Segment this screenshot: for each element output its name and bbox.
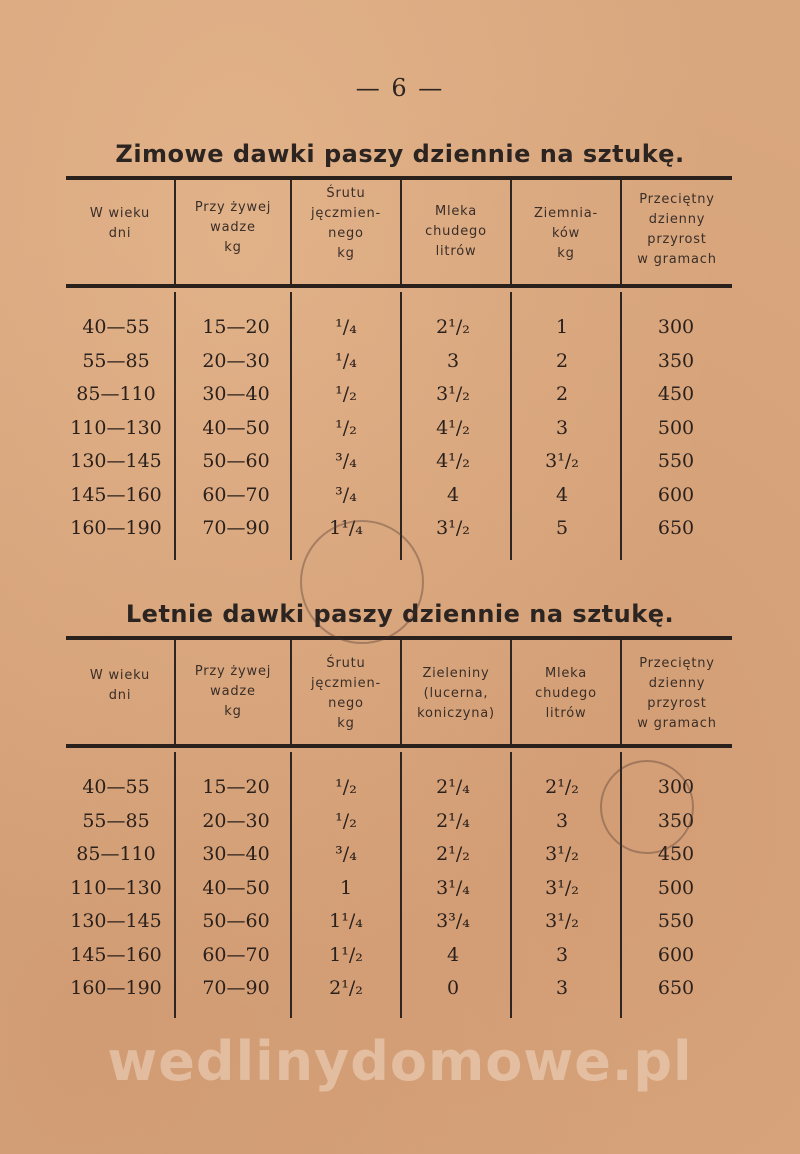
table-cell: 70—90 — [202, 977, 270, 999]
table-cell: ³/₄ — [335, 843, 357, 865]
table-cell: 650 — [657, 517, 695, 539]
header-age: W wieku dni — [89, 668, 151, 703]
summer-table-title: Letnie dawki paszy dziennie na sztukę. — [125, 600, 675, 628]
header-barley-meal: Śrutu jęczmien- nego kg — [311, 656, 381, 731]
table-cell: 550 — [657, 450, 695, 472]
table-cell: 60—70 — [202, 483, 270, 506]
table-cell: 1 — [555, 316, 569, 338]
table-cell: 110—130 — [70, 876, 162, 899]
table-cell: 3¹/₂ — [545, 843, 579, 865]
header-skim-milk: Mleka chudego litrów — [535, 666, 597, 721]
table-cell: 2¹/₂ — [545, 776, 579, 798]
table-cell: 1¹/₂ — [329, 943, 363, 966]
winter-feed-table — [66, 176, 732, 560]
table-cell: 2¹/₄ — [436, 809, 470, 832]
table-cell: 3¹/₂ — [436, 383, 470, 405]
table-cell: 4¹/₂ — [436, 450, 470, 472]
table-cell: 130—145 — [70, 910, 162, 932]
table-cell: ¹/₂ — [335, 809, 357, 832]
table-cell: 15—20 — [202, 316, 270, 338]
table-cell: 30—40 — [202, 843, 270, 865]
table-cell: ¹/₄ — [335, 316, 357, 338]
header-average-gain: Przeciętny dzienny przyrost w gramach — [637, 192, 717, 267]
table-cell: 300 — [657, 776, 695, 798]
table-cell: 2¹/₂ — [436, 316, 470, 338]
table-cell: 40—55 — [82, 776, 150, 798]
table-cell: 2 — [555, 349, 569, 372]
table-cell: 110—130 — [70, 416, 162, 439]
table-cell: 300 — [657, 316, 695, 338]
watermark-text: wedlinydomowe.pl — [107, 1030, 693, 1093]
header-age: W wieku dni — [89, 206, 151, 241]
header-potatoes: Ziemnia- ków kg — [533, 206, 599, 261]
table-cell: 70—90 — [202, 517, 270, 539]
table-cell: 55—85 — [82, 809, 150, 832]
table-cell: 50—60 — [202, 910, 270, 932]
table-cell: 145—160 — [70, 483, 162, 506]
table-cell: 1¹/₄ — [329, 910, 363, 932]
table-cell: 3 — [555, 809, 569, 832]
table-cell: 2¹/₂ — [436, 843, 470, 865]
page-number: — 6 — — [355, 74, 445, 102]
table-cell: 160—190 — [70, 977, 162, 999]
table-cell: 85—110 — [76, 383, 156, 405]
table-cell: 550 — [657, 910, 695, 932]
table-cell: 145—160 — [70, 943, 162, 966]
table-cell: 3³/₄ — [436, 910, 470, 932]
table-cell: 4 — [446, 943, 460, 966]
table-cell: 40—50 — [202, 416, 270, 439]
table-cell: 3¹/₂ — [545, 876, 579, 899]
table-cell: 40—55 — [82, 316, 150, 338]
table-cell: 600 — [657, 943, 695, 966]
table-cell: 3¹/₂ — [436, 517, 470, 539]
table-cell: ³/₄ — [335, 450, 357, 472]
table-cell: 3 — [555, 943, 569, 966]
table-cell: 40—50 — [202, 876, 270, 899]
table-cell: ³/₄ — [335, 483, 357, 506]
table-cell: 2¹/₂ — [329, 977, 363, 999]
table-cell: 3¹/₂ — [545, 450, 579, 472]
header-skim-milk: Mleka chudego litrów — [425, 204, 487, 259]
table-cell: 5 — [555, 517, 569, 539]
table-cell: 15—20 — [202, 776, 270, 798]
table-cell: ¹/₂ — [335, 383, 357, 405]
table-cell: 3 — [555, 416, 569, 439]
table-cell: ¹/₄ — [335, 349, 357, 372]
table-cell: 130—145 — [70, 450, 162, 472]
table-cell: 50—60 — [202, 450, 270, 472]
table-cell: ¹/₂ — [335, 416, 357, 439]
header-greens: Zieleniny (lucerna, koniczyna) — [417, 666, 495, 721]
stamp-trace — [600, 760, 694, 854]
table-cell: 4 — [446, 483, 460, 506]
table-cell: 600 — [657, 483, 695, 506]
table-cell: 500 — [657, 876, 695, 899]
winter-table-title: Zimowe dawki paszy dziennie na sztukę. — [115, 140, 685, 168]
table-cell: 4¹/₂ — [436, 416, 470, 439]
table-cell: 3¹/₂ — [545, 910, 579, 932]
header-live-weight: Przy żywej wadze kg — [194, 664, 272, 719]
table-cell: 60—70 — [202, 943, 270, 966]
table-cell: 20—30 — [202, 349, 270, 372]
table-cell: 2¹/₄ — [436, 776, 470, 798]
table-cell: 4 — [555, 483, 569, 506]
table-cell: 85—110 — [76, 843, 156, 865]
table-cell: 350 — [657, 349, 695, 372]
table-cell: 160—190 — [70, 517, 162, 539]
table-cell: 55—85 — [82, 349, 150, 372]
stamp-trace — [300, 520, 424, 644]
table-cell: 3 — [555, 977, 569, 999]
table-cell: 2 — [555, 383, 569, 405]
table-cell: 1 — [339, 876, 353, 899]
table-cell: ¹/₂ — [335, 776, 357, 798]
table-cell: 30—40 — [202, 383, 270, 405]
table-cell: 350 — [657, 809, 695, 832]
table-cell: 650 — [657, 977, 695, 999]
table-cell: 3 — [446, 349, 460, 372]
table-cell: 450 — [657, 383, 695, 405]
table-cell: 3¹/₄ — [436, 876, 470, 899]
header-live-weight: Przy żywej wadze kg — [194, 200, 272, 255]
table-cell: 450 — [657, 843, 695, 865]
table-cell: 1¹/₄ — [329, 517, 363, 539]
table-cell: 500 — [657, 416, 695, 439]
table-cell: 20—30 — [202, 809, 270, 832]
table-cell: 0 — [446, 977, 460, 999]
header-average-gain: Przeciętny dzienny przyrost w gramach — [637, 656, 717, 731]
header-barley-meal: Śrutu jęczmien- nego kg — [311, 186, 381, 261]
